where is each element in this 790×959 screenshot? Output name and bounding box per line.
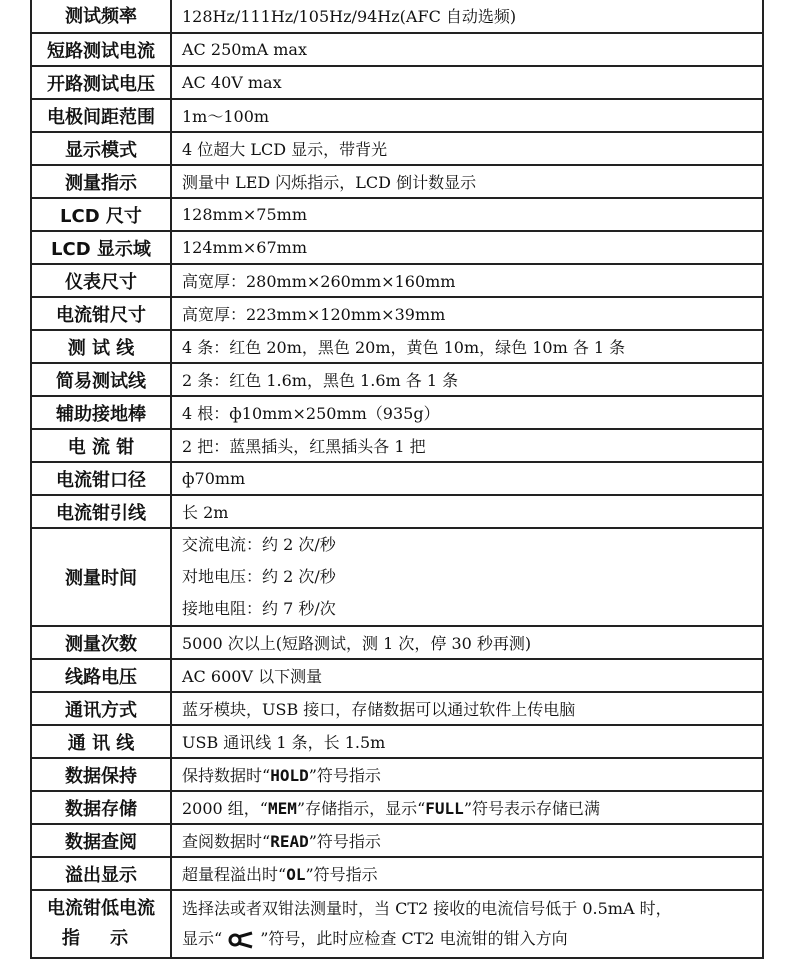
table-row [31,857,763,890]
table-row [31,264,763,297]
row-label: 溢出显示 [31,857,171,890]
row-value: ф70mm [171,462,763,495]
row-value: 测量中 LED 闪烁指示，LCD 倒计数显示 [171,165,763,198]
row-label: 测试频率 [31,0,171,33]
value-text: ”符号表示存储已满 [463,799,600,818]
row-label: 数据保持 [31,758,171,791]
table-row [31,692,763,725]
table-row [31,528,763,626]
row-value: 长 2m [171,495,763,528]
table-row [31,890,763,958]
value-text: 超量程溢出时“ [182,865,287,884]
row-label: 电流钳口径 [31,462,171,495]
row-label: 短路测试电流 [31,33,171,66]
display-symbol-ol: OL [286,865,306,884]
row-value: USB 通讯线 1 条，长 1.5m [171,725,763,758]
table-row [31,725,763,758]
row-label: 测量时间 [31,528,171,626]
row-value: AC 600V 以下测量 [171,659,763,692]
table-row [31,429,763,462]
row-value: 124mm×67mm [171,231,763,264]
table-row [31,626,763,659]
row-value: 1m～100m [171,99,763,132]
value-text: ”符号指示 [308,766,381,785]
row-label: 通讯方式 [31,692,171,725]
spec-table [30,0,764,959]
row-label: LCD 尺寸 [31,198,171,231]
row-value: 2 条：红色 1.6m，黑色 1.6m 各 1 条 [171,363,763,396]
value-text: 显示“ [182,929,223,948]
table-row [31,758,763,791]
row-value-line: 交流电流：约 2 次/秒 [182,535,336,554]
row-label: 辅助接地棒 [31,396,171,429]
table-row [31,198,763,231]
clamp-symbol-icon [228,931,254,949]
row-label: 测 试 线 [31,330,171,363]
row-label: 数据查阅 [31,824,171,857]
table-row [31,165,763,198]
row-label: 仪表尺寸 [31,264,171,297]
row-label: 开路测试电压 [31,66,171,99]
row-value: 高宽厚：223mm×120mm×39mm [171,297,763,330]
table-row [31,363,763,396]
table-row [31,132,763,165]
table-row [31,824,763,857]
row-label-line: 指 示 [61,928,141,949]
row-label [31,890,171,958]
row-value: 128Hz/111Hz/105Hz/94Hz(AFC 自动选频) [171,0,763,33]
row-value: 2 把：蓝黑插头，红黑插头各 1 把 [171,429,763,462]
value-text: ”符号指示 [305,865,378,884]
table-row [31,330,763,363]
row-value [171,824,763,857]
row-label: 数据存储 [31,791,171,824]
table-row [31,297,763,330]
row-value: 128mm×75mm [171,198,763,231]
row-label: 显示模式 [31,132,171,165]
row-label: 简易测试线 [31,363,171,396]
row-value [171,857,763,890]
row-value-line: 接地电阻：约 7 秒/次 [182,599,336,618]
value-text: 查阅数据时“ [182,832,271,851]
table-row [31,659,763,692]
value-text: 2000 组，“ [182,799,268,818]
row-value: 4 根：ф10mm×250mm（935g） [171,396,763,429]
table-row [31,33,763,66]
row-value [171,791,763,824]
row-value: 5000 次以上(短路测试，测 1 次，停 30 秒再测) [171,626,763,659]
table-row [31,231,763,264]
display-symbol-mem: MEM [268,799,297,818]
value-text: ”符号，此时应检查 CT2 电流钳的钳入方向 [260,929,568,948]
row-value: 4 条：红色 20m，黑色 20m，黄色 10m，绿色 10m 各 1 条 [171,330,763,363]
row-value [171,528,763,626]
table-row [31,462,763,495]
row-value [171,758,763,791]
table-row [31,66,763,99]
row-value-line: 对地电压：约 2 次/秒 [182,567,336,586]
row-label: 通 讯 线 [31,725,171,758]
row-label: 线路电压 [31,659,171,692]
value-text: ”存储指示，显示“ [296,799,426,818]
row-value: 4 位超大 LCD 显示，带背光 [171,132,763,165]
row-label: 电 流 钳 [31,429,171,462]
row-label: LCD 显示域 [31,231,171,264]
row-label-line: 电流钳低电流 [47,898,155,919]
table-row [31,0,763,33]
row-label: 测量次数 [31,626,171,659]
table-row [31,99,763,132]
value-text: ”符号指示 [308,832,381,851]
row-value: 高宽厚：280mm×260mm×160mm [171,264,763,297]
display-symbol-full: FULL [425,799,464,818]
row-value: AC 40V max [171,66,763,99]
display-symbol-hold: HOLD [270,766,309,785]
display-symbol-read: READ [270,832,309,851]
row-value-line: 选择法或者双钳法测量时，当 CT2 接收的电流信号低于 0.5mA 时， [182,899,672,918]
value-text: 保持数据时“ [182,766,271,785]
row-label: 测量指示 [31,165,171,198]
table-row [31,396,763,429]
row-value [171,890,763,958]
row-label: 电流钳引线 [31,495,171,528]
row-value: 蓝牙模块，USB 接口，存储数据可以通过软件上传电脑 [171,692,763,725]
table-row [31,791,763,824]
table-row [31,495,763,528]
row-label: 电流钳尺寸 [31,297,171,330]
row-value: AC 250mA max [171,33,763,66]
row-label: 电极间距范围 [31,99,171,132]
